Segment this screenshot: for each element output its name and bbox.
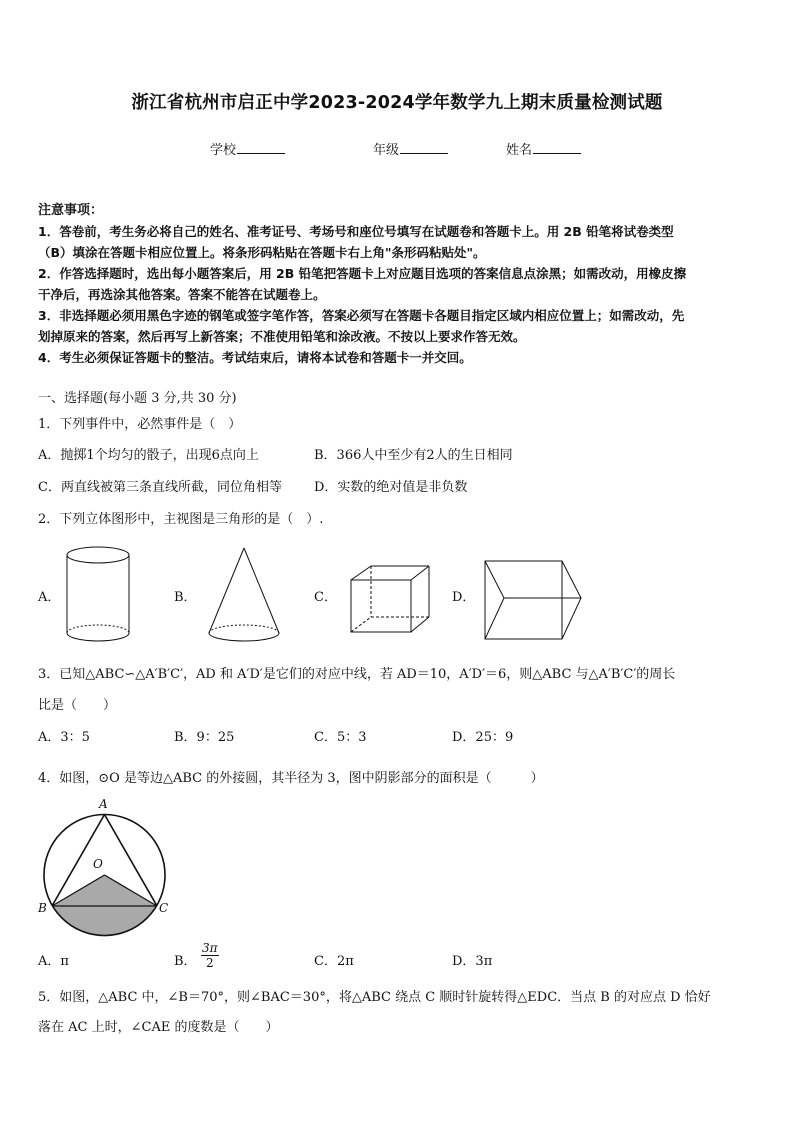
cone-figure bbox=[206, 548, 286, 648]
q3-option-d: D．25：9 bbox=[452, 730, 514, 745]
q1-option-d: D．实数的绝对值是非负数 bbox=[314, 480, 468, 495]
q2-stem: 2．下列立体图形中，主视图是三角形的是（ ）. bbox=[38, 512, 324, 527]
notice-line: 4．考生必须保证答题卡的整洁。考试结束后，请将本试卷和答题卡一并交回。 bbox=[38, 350, 472, 365]
q3-line-1: 3．已知△ABC∽△A′B′C′，AD 和 A′D′是它们的对应中线，若 AD＝10，A′D′＝6，则△ABC 与△A′B′C′的周长 bbox=[38, 667, 676, 682]
prism-figure bbox=[484, 558, 584, 644]
q5-line-2: 落在 AC 上时，∠CAE 的度数是（ ） bbox=[38, 1020, 279, 1035]
section-heading: 一、选择题(每小题 3 分,共 30 分) bbox=[38, 391, 237, 406]
notice-line: 1．答卷前，考生务必将自己的姓名、准考证号、考场号和座位号填写在试题卷和答题卡上。用 2B 铅笔将试卷类型 bbox=[38, 224, 674, 239]
point-label-b: B bbox=[38, 901, 47, 915]
q2-option-d: D． bbox=[452, 590, 476, 605]
q1-option-b: B．366人中至少有2人的生日相同 bbox=[314, 448, 513, 463]
q5-line-1: 5．如图，△ABC 中，∠B＝70°，则∠BAC＝30°，将△ABC 绕点 C 顺时针旋转得△EDC．当点 B 的对应点 D 恰好 bbox=[38, 990, 711, 1005]
notice-line: 划掉原来的答案，然后再写上新答案；不准使用铅笔和涂改液。不按以上要求作答无效。 bbox=[38, 329, 526, 344]
circle-triangle-figure bbox=[35, 793, 185, 943]
q4-option-b-prefix: B． bbox=[174, 954, 197, 969]
q1-option-a: A．抛掷1个均匀的骰子，出现6点向上 bbox=[38, 448, 259, 463]
q4-option-a: A．π bbox=[38, 954, 69, 969]
cube-figure bbox=[350, 565, 432, 635]
fraction-denominator: 2 bbox=[205, 956, 214, 970]
point-label-a: A bbox=[99, 797, 108, 811]
q3-line-2: 比是（ ） bbox=[38, 698, 117, 713]
grade-label: 年级 bbox=[373, 143, 400, 158]
school-blank[interactable] bbox=[237, 141, 285, 154]
notice-line: （B）填涂在答题卡相应位置上。将条形码粘贴在答题卡右上角"条形码粘贴处"。 bbox=[38, 245, 486, 260]
notice-line: 干净后，再选涂其他答案。答案不能答在试题卷上。 bbox=[38, 287, 326, 302]
name-blank[interactable] bbox=[533, 141, 581, 154]
q1-stem: 1．下列事件中，必然事件是（ ） bbox=[38, 417, 242, 432]
grade-blank[interactable] bbox=[400, 141, 448, 154]
q4-option-d: D．3π bbox=[452, 954, 493, 969]
q1-option-c: C．两直线被第三条直线所截，同位角相等 bbox=[38, 480, 282, 495]
notice-heading: 注意事项： bbox=[38, 203, 104, 218]
q3-option-a: A．3：5 bbox=[38, 730, 90, 745]
q4-option-b-fraction bbox=[201, 941, 219, 970]
school-label: 学校 bbox=[210, 143, 237, 158]
notice-line: 2．作答选择题时，选出每小题答案后，用 2B 铅笔把答题卡上对应题目选项的答案信息点涂黑；如需改动，用橡皮擦 bbox=[38, 266, 687, 281]
q2-option-a: A． bbox=[38, 590, 61, 605]
fraction-numerator: 3π bbox=[202, 941, 218, 955]
q3-option-c: C．5：3 bbox=[314, 730, 367, 745]
school-field[interactable] bbox=[210, 141, 285, 159]
point-label-o: O bbox=[93, 857, 103, 871]
grade-field[interactable] bbox=[373, 141, 448, 159]
q2-option-c: C． bbox=[314, 590, 337, 605]
name-field[interactable] bbox=[506, 141, 581, 159]
cylinder-figure bbox=[66, 545, 136, 645]
q2-option-b: B． bbox=[174, 590, 197, 605]
page-title: 浙江省杭州市启正中学2023-2024学年数学九上期末质量检测试题 bbox=[131, 93, 663, 113]
q3-option-b: B．9：25 bbox=[174, 730, 235, 745]
name-label: 姓名 bbox=[506, 143, 533, 158]
point-label-c: C bbox=[159, 901, 169, 915]
notice-line: 3．非选择题必须用黑色字迹的钢笔或签字笔作答，答案必须写在答题卡各题目指定区域内相应位置上；如需改动，先 bbox=[38, 308, 685, 323]
q4-option-c: C．2π bbox=[314, 954, 354, 969]
q4-stem: 4．如图，⊙O 是等边△ABC 的外接圆，其半径为 3，图中阴影部分的面积是（ ） bbox=[38, 771, 544, 786]
